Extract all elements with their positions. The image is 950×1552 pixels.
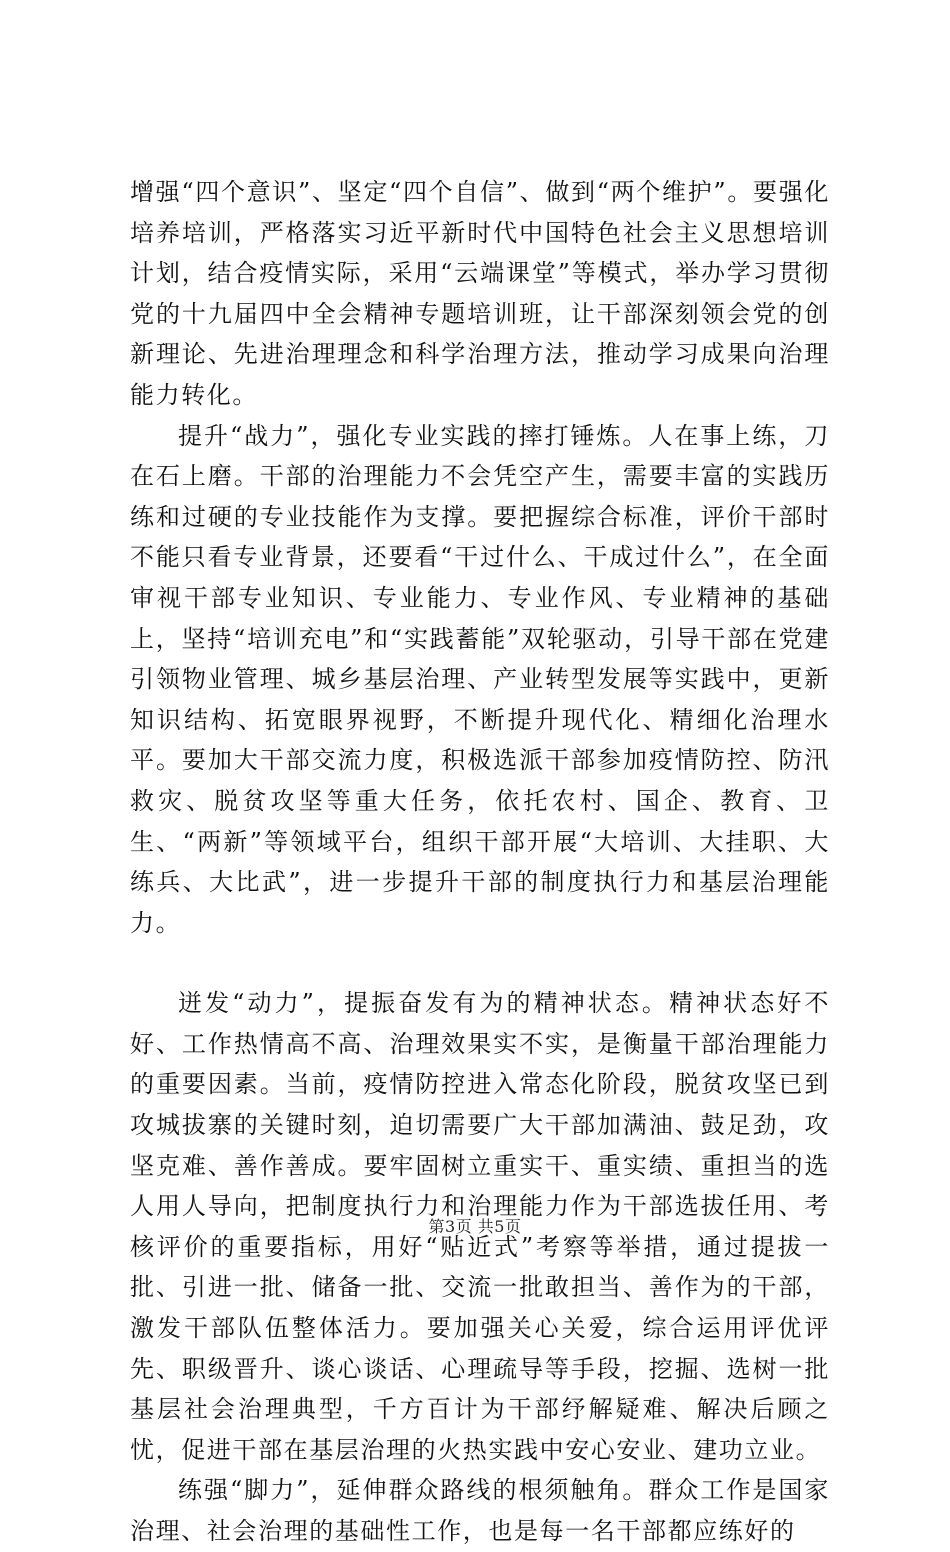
document-body xyxy=(130,172,830,1552)
paragraph-dongli: 迸发“动力”，提振奋发有为的精神状态。精神状态好不好、工作热情高不高、治理效果实不实，是衡量干部治理能力的重要因素。当前，疫情防控进入常态化阶段，脱贫攻坚已到攻城拔寨的关键时刻，迫切需要广大干部加满油、鼓足劲，攻坚克难、善作善成。要牢固树立重实干、重实绩、重担当的选人用人导向，把制度执行力和治理能力作为干部选拔任用、考核评价的重要指标，用好“贴近式”考察等举措，通过提拔一批、引进一批、储备一批、交流一批敢担当、善作为的干部，激发干部队伍整体活力。要加强关心关爱，综合运用评优评先、职级晋升、谈心谈话、心理疏导等手段，挖掘、选树一批基层社会治理典型，千方百计为干部纾解疑难、解决后顾之忧，促进干部在基层治理的火热实践中安心安业、建功立业。 xyxy=(130,989,830,1464)
page-number-footer: 第3页 共5页 xyxy=(428,1217,522,1236)
paragraph-intro-continued: 增强“四个意识”、坚定“四个自信”、做到“两个维护”。要强化培养培训，严格落实习近平新时代中国特色社会主义思想培训计划，结合疫情实际，采用“云端课堂”等模式，举办学习贯彻党的十九届四中全会精神专题培训班，让干部深刻领会党的创新理论、先进治理理念和科学治理方法，推动学习成果向治理能力转化。 xyxy=(130,178,830,409)
paragraph-zhanli: 提升“战力”，强化专业实践的摔打锤炼。人在事上练，刀在石上磨。干部的治理能力不会凭空产生，需要丰富的实践历练和过硬的专业技能作为支撑。要把握综合标准，评价干部时不能只看专业背景，还要看“干过什么、干成过什么”，在全面审视干部专业知识、专业能力、专业作风、专业精神的基础上，坚持“培训充电”和“实践蓄能”双轮驱动，引导干部在党建引领物业管理、城乡基层治理、产业转型发展等实践中，更新知识结构、拓宽眼界视野，不断提升现代化、精细化治理水平。要加大干部交流力度，积极选派干部参加疫情防控、防汛救灾、脱贫攻坚等重大任务，依托农村、国企、教育、卫生、“两新”等领域平台，组织干部开展“大培训、大挂职、大练兵、大比武”，进一步提升干部的制度执行力和基层治理能力。 xyxy=(130,421,830,937)
paragraph-jiaoli: 练强“脚力”，延伸群众路线的根须触角。群众工作是国家治理、社会治理的基础性工作，也是每一名干部都应练好的 xyxy=(130,1476,830,1545)
